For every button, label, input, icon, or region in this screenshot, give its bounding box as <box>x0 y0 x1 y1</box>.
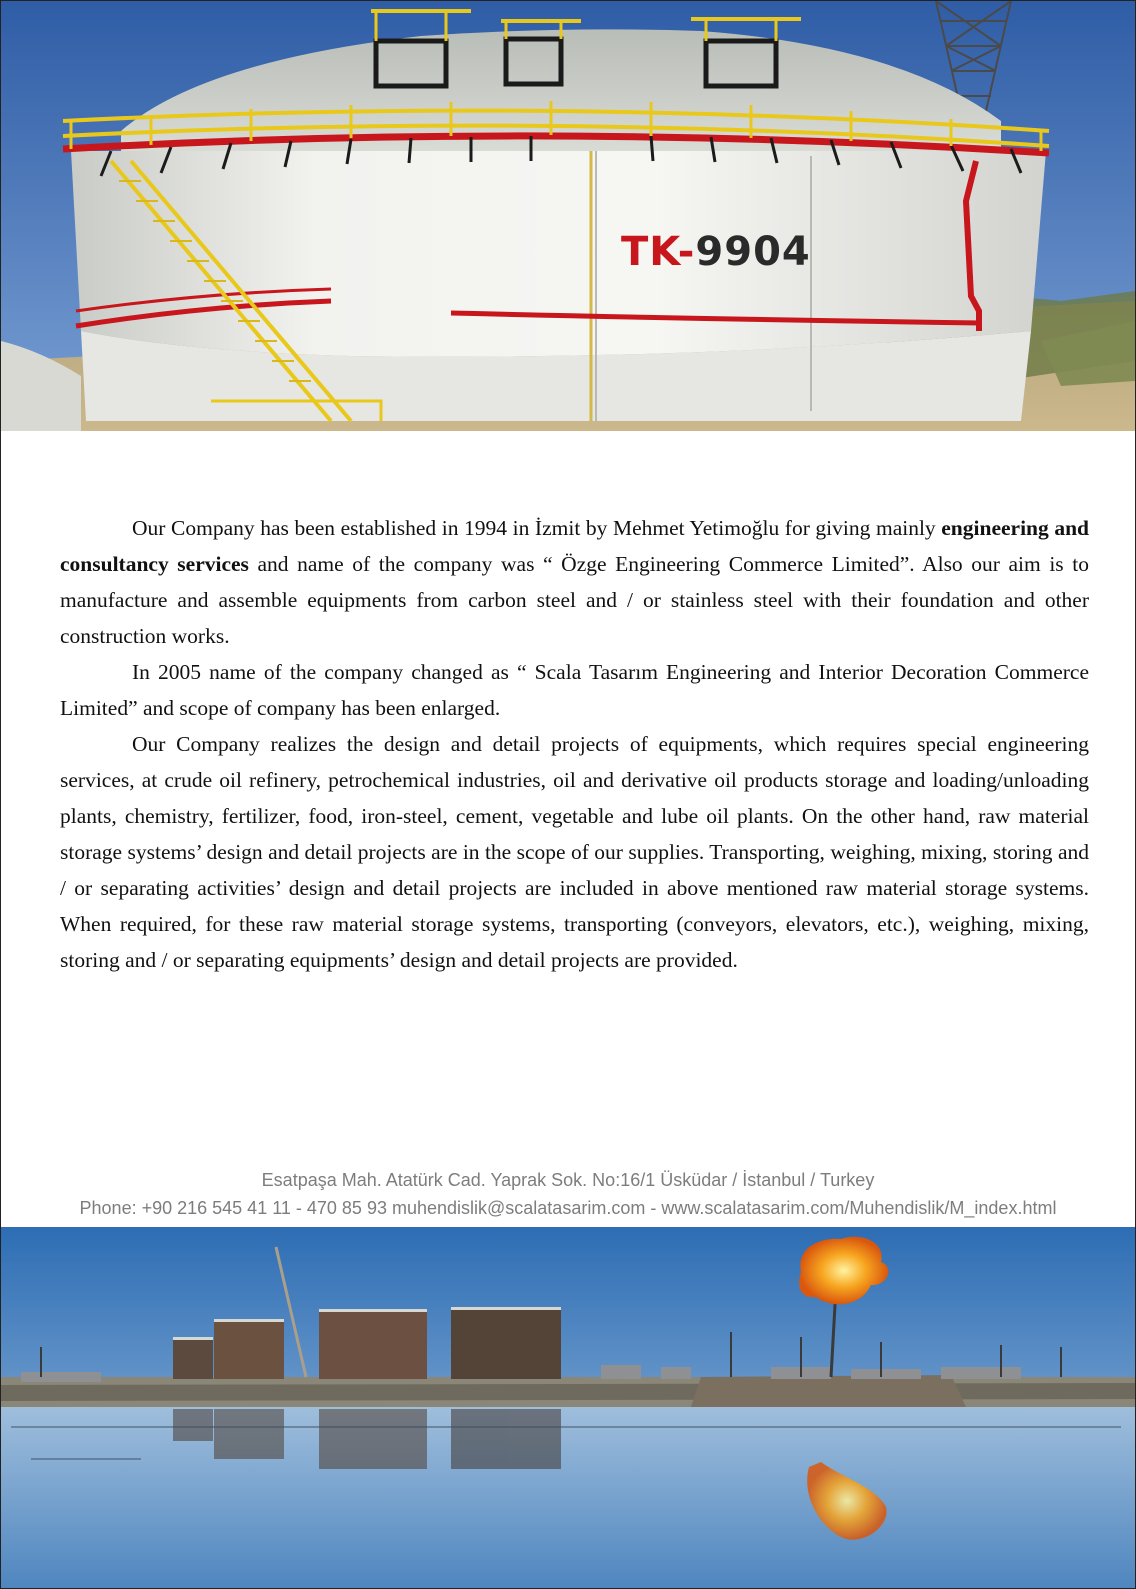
contact-footer <box>1 1167 1135 1223</box>
tank-label <box>621 229 811 275</box>
company-description <box>60 510 1089 978</box>
paragraph-services: Our Company realizes the design and detail projects of equipments, which requires special engineering services, at crude oil refinery, petrochemical industries, oil and derivative oil products storage and loading/unloading plants, chemistry, fertilizer, food, iron-steel, cement, vegetable and lube oil plants. On the other hand, raw material storage systems’ design and detail projects are in the scope of our supplies. Transporting, weighing, mixing, storing and / or separating activities’ design and detail projects are included in above mentioned raw material storage systems. When required, for these raw material storage systems, transporting (conveyors, elevators, etc.), weighing, mixing, storing and / or separating equipments’ design and detail projects are provided. <box>60 732 1089 972</box>
footer-contact: Phone: +90 216 545 41 11 - 470 85 93 muhendislik@scalatasarim.com - www.scalatasarim.com/Muhendislik/M_index.html <box>79 1198 1057 1218</box>
tank-label-number: 9904 <box>695 229 811 275</box>
paragraph-history-bold: engineering and consultancy services <box>60 516 1090 576</box>
storage-tank-photo <box>1 1 1135 431</box>
paragraph-history <box>60 510 1089 654</box>
tank-label-prefix: TK- <box>621 229 696 275</box>
paragraph-name-change: In 2005 name of the company changed as “ Scala Tasarım Engineering and Interior Decoration Commerce Limited” and scope of company has been enlarged. <box>60 660 1089 720</box>
refinery-photo <box>1 1227 1135 1588</box>
paragraph-history-start: Our Company has been established in 1994 in İzmit by Mehmet Yetimoğlu for giving mainly <box>132 516 942 540</box>
footer-address: Esatpaşa Mah. Atatürk Cad. Yaprak Sok. No:16/1 Üsküdar / İstanbul / Turkey <box>261 1170 875 1190</box>
paragraph-history-end: and name of the company was “ Özge Engineering Commerce Limited”. Also our aim is to manufacture and assemble equipments from carbon steel and / or stainless steel with their foundation and other construction works. <box>60 552 1089 648</box>
